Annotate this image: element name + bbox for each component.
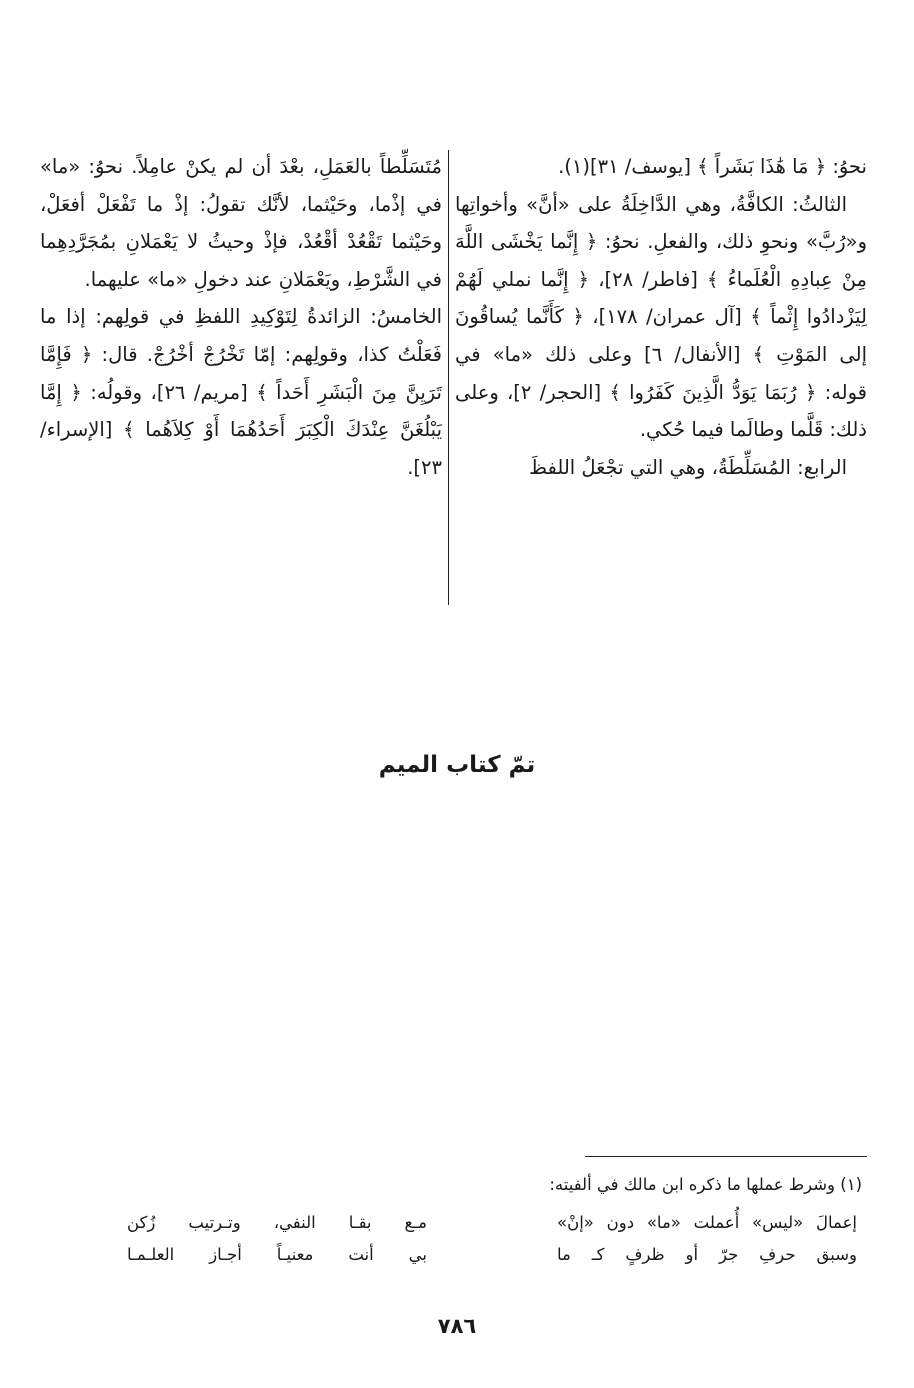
footnote-intro: (١) وشرط عملها ما ذكره ابن مالك في ألفيته:: [549, 1175, 862, 1194]
column-divider: [448, 150, 449, 605]
verse-line: [127, 1210, 857, 1236]
verse-second-hemistich: مـع بقـا النفي، وتـرتيب زُكن: [127, 1213, 427, 1232]
right-text-column: [455, 148, 867, 486]
paragraph-fifth-zaida: الخامسُ: الزائدةُ لِتَوْكِيدِ اللفظِ في قولِهم: إذا ما فَعَلْتُ كذا، وقولِهم: إمّا تَخْرُجْ أخْرُجْ. قال: ﴿ فَإِمَّا تَرَيِنَّ مِنَ الْبَشَرِ أَحَداً ﴾ [مريم/ ٢٦]، وقولُه: ﴿ إِمَّا يَبْلُغَنَّ عِنْدَكَ الْكِبَرَ أَحَدُهُمَا أَوْ كِلاَهُما ﴾ [الإسراء/ ٢٣].: [40, 305, 442, 479]
verse-first-hemistich: إعمالَ «ليس» أُعملت «ما» دون «إنْ»: [557, 1213, 857, 1232]
verse-line: [127, 1242, 857, 1268]
verse-second-hemistich: بي أنت معنيـاً أجـاز العلـمـا: [127, 1245, 427, 1264]
paragraph-fourth-musallita: الرابع: المُسَلِّطَةُ، وهي التي تجْعَلُ اللفظَ: [529, 455, 847, 479]
paragraph-third-kaffa: الثالثُ: الكافَّةُ، وهي الدَّاخِلَةُ على «أنَّ» وأخواتِها و«رُبَّ» ونحوِ ذلك، والفعلِ. نحوُ: ﴿ إِنَّما يَخْشَى اللَّهَ مِنْ عِبادِهِ الْعُلَماءُ ﴾ [فاطر/ ٢٨]، ﴿ إِنَّما نملي لَهُمْ لِيَزْدادُوا إِثْماً ﴾ [آل عمران/ ١٧٨]، ﴿ كَأَنَّما يُساقُونَ إلى المَوْتِ ﴾ [الأنفال/ ٦] وعلى ذلك «ما» في قوله: ﴿ رُبَمَا يَوَدُّ الَّذِينَ كَفَرُوا ﴾ [الحجر/ ٢]، وعلى ذلك: قَلَّما وطالَما فيما حُكي.: [455, 192, 868, 442]
page-number: ٧٨٦: [437, 1314, 477, 1338]
footnote-separator: [585, 1156, 867, 1157]
paragraph-musallita-continued: مُتَسَلِّطاً بالعَمَلِ، بعْدَ أن لم يكنْ عامِلاً. نحوُ: «ما» في إذْما، وحَيْثما، لأنَّك تقولُ: إذْ ما تَفْعَلْ أفعَلْ، وحَيْثما تَقْعُدْ أقْعُدْ، فإذْ وحيثُ لا يَعْمَلانِ بمُجَرَّدِهِما في الشَّرْطِ، ويَعْمَلانِ عند دخولِ «ما» عليهما.: [40, 155, 442, 291]
verse-first-hemistich: وسبق حرفِ جرّ أو ظرفٍ كـ ما: [557, 1245, 857, 1264]
paragraph-example-yusuf: نحوُ: ﴿ مَا هَٰذَا بَشَراً ﴾ [يوسف/ ٣١](١).: [558, 155, 867, 178]
footnote: [40, 1172, 862, 1274]
chapter-end-heading: تمّ كتاب الميم: [378, 752, 536, 778]
left-text-column: [40, 148, 442, 486]
